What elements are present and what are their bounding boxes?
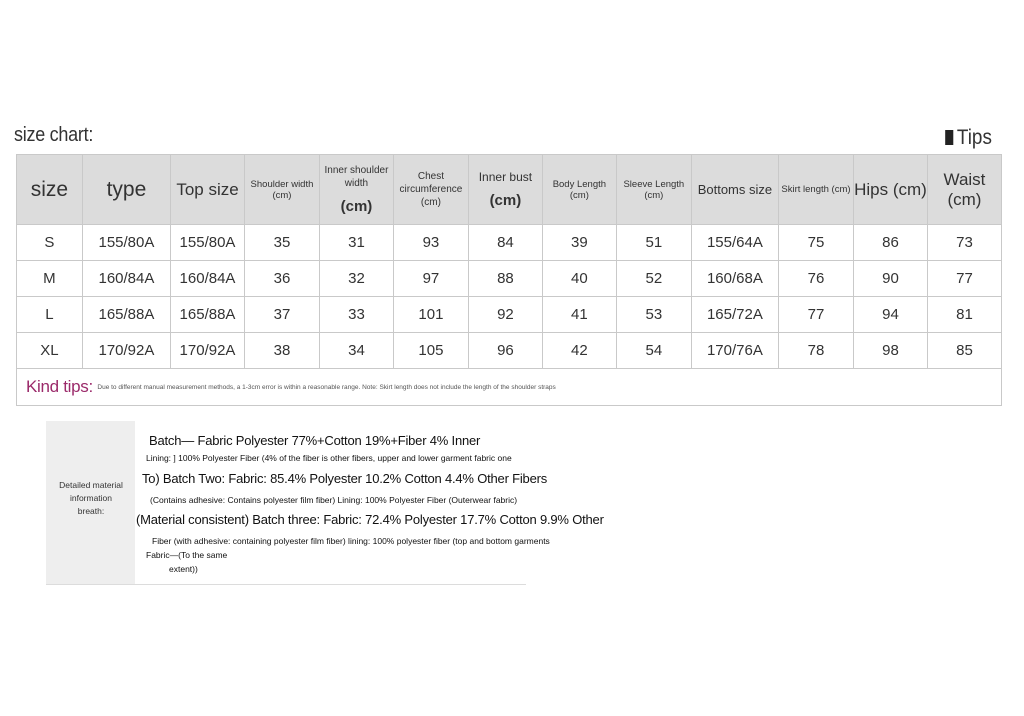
table-cell: 75	[778, 225, 853, 261]
table-cell: M	[17, 261, 83, 297]
table-row	[17, 225, 1002, 261]
table-cell: 31	[319, 225, 393, 261]
material-line-5: (Material consistent) Batch three: Fabric: 72.4% Polyester 17.7% Cotton 9.9% Other	[136, 512, 604, 527]
inner-shoulder-unit: (cm)	[340, 198, 373, 215]
table-cell: 105	[393, 333, 468, 369]
col-header-chest-circumference	[393, 155, 468, 225]
table-cell: S	[17, 225, 83, 261]
kind-tips-cell	[17, 369, 1002, 406]
inner-shoulder-label: Inner shoulder width	[324, 165, 389, 189]
table-header-row	[17, 155, 1002, 225]
table-cell: 90	[853, 261, 927, 297]
table-cell: 92	[468, 297, 542, 333]
size-chart-table	[16, 154, 1002, 406]
table-cell: 98	[853, 333, 927, 369]
table-cell: 37	[244, 297, 319, 333]
square-glyph-icon	[945, 130, 953, 145]
table-cell: 170/76A	[691, 333, 778, 369]
material-description	[136, 431, 604, 576]
table-cell: 93	[393, 225, 468, 261]
material-line-4: (Contains adhesive: Contains polyester film fiber) Lining: 100% Polyester Fiber (Outerwear fabric)	[150, 495, 518, 505]
table-cell: 36	[244, 261, 319, 297]
table-cell: 40	[542, 261, 616, 297]
table-cell: 76	[778, 261, 853, 297]
table-cell: 97	[393, 261, 468, 297]
material-line-7: Fabric—(To the same	[146, 550, 228, 560]
table-cell: 160/84A	[171, 261, 245, 297]
table-cell: 96	[468, 333, 542, 369]
kind-tips-label: Kind tips:	[26, 377, 93, 396]
table-cell: 38	[244, 333, 319, 369]
table-cell: 78	[778, 333, 853, 369]
table-cell: 39	[542, 225, 616, 261]
table-cell: 155/80A	[82, 225, 170, 261]
table-cell: 32	[319, 261, 393, 297]
table-cell: 165/72A	[691, 297, 778, 333]
size-chart-title: size chart:	[14, 124, 94, 146]
material-line-3: To) Batch Two: Fabric: 85.4% Polyester 10.2% Cotton 4.4% Other Fibers	[142, 471, 548, 486]
table-cell: 170/92A	[82, 333, 170, 369]
col-header-sleeve-length: Sleeve Length (cm)	[616, 155, 691, 225]
table-cell: 54	[616, 333, 691, 369]
table-cell: 170/92A	[171, 333, 245, 369]
kind-tips-note: Due to different manual measurement methods, a 1-3cm error is within a reasonable range. Note: Skirt length does not include the length of the shoulder straps	[97, 384, 556, 391]
table-cell: 88	[468, 261, 542, 297]
chest-unit: (cm)	[420, 197, 441, 208]
material-label: Detailed material information breath:	[59, 480, 123, 516]
inner-bust-unit: (cm)	[489, 191, 522, 209]
table-cell: 77	[778, 297, 853, 333]
col-header-bottoms-size: Bottoms size	[691, 155, 778, 225]
kind-tips-row	[17, 369, 1002, 406]
table-cell: 77	[927, 261, 1001, 297]
col-header-top-size: Top size	[171, 155, 245, 225]
table-cell: L	[17, 297, 83, 333]
material-info-panel	[46, 421, 604, 585]
table-cell: 52	[616, 261, 691, 297]
table-cell: 35	[244, 225, 319, 261]
table-cell: 165/88A	[171, 297, 245, 333]
col-header-size: size	[17, 155, 83, 225]
table-cell: 155/64A	[691, 225, 778, 261]
table-cell: 85	[927, 333, 1001, 369]
table-cell: 86	[853, 225, 927, 261]
material-line-8: extent))	[169, 564, 198, 574]
table-cell: 101	[393, 297, 468, 333]
col-header-shoulder-width: Shoulder width (cm)	[244, 155, 319, 225]
tips-heading	[945, 126, 992, 150]
material-line-1: Batch— Fabric Polyester 77%+Cotton 19%+Fiber 4% Inner	[149, 433, 481, 448]
col-header-skirt-length: Skirt length (cm)	[778, 155, 853, 225]
table-cell: 33	[319, 297, 393, 333]
table-cell: XL	[17, 333, 83, 369]
table-cell: 51	[616, 225, 691, 261]
table-row	[17, 333, 1002, 369]
table-cell: 53	[616, 297, 691, 333]
col-header-hips: Hips (cm)	[853, 155, 927, 225]
table-cell: 34	[319, 333, 393, 369]
table-cell: 81	[927, 297, 1001, 333]
table-cell: 94	[853, 297, 927, 333]
table-cell: 84	[468, 225, 542, 261]
table-cell: 165/88A	[82, 297, 170, 333]
table-cell: 160/84A	[82, 261, 170, 297]
inner-bust-label: Inner bust	[478, 169, 533, 184]
material-label-cell	[46, 421, 135, 584]
table-cell: 73	[927, 225, 1001, 261]
col-header-body-length: Body Length (cm)	[542, 155, 616, 225]
col-header-inner-bust	[468, 155, 542, 225]
table-cell: 42	[542, 333, 616, 369]
tips-label: Tips	[956, 126, 992, 149]
material-line-6: Fiber (with adhesive: containing polyester film fiber) lining: 100% polyester fiber (top and bottom garments	[152, 536, 550, 546]
col-header-type: type	[82, 155, 170, 225]
table-row	[17, 261, 1002, 297]
chest-label: Chest circumference	[399, 171, 463, 195]
table-cell: 41	[542, 297, 616, 333]
material-line-2: Lining: ] 100% Polyester Fiber (4% of the fiber is other fibers, upper and lower garment fabric one	[146, 453, 512, 463]
table-row	[17, 297, 1002, 333]
col-header-waist: Waist (cm)	[927, 155, 1001, 225]
table-cell: 160/68A	[691, 261, 778, 297]
table-cell: 155/80A	[171, 225, 245, 261]
col-header-inner-shoulder-width	[319, 155, 393, 225]
